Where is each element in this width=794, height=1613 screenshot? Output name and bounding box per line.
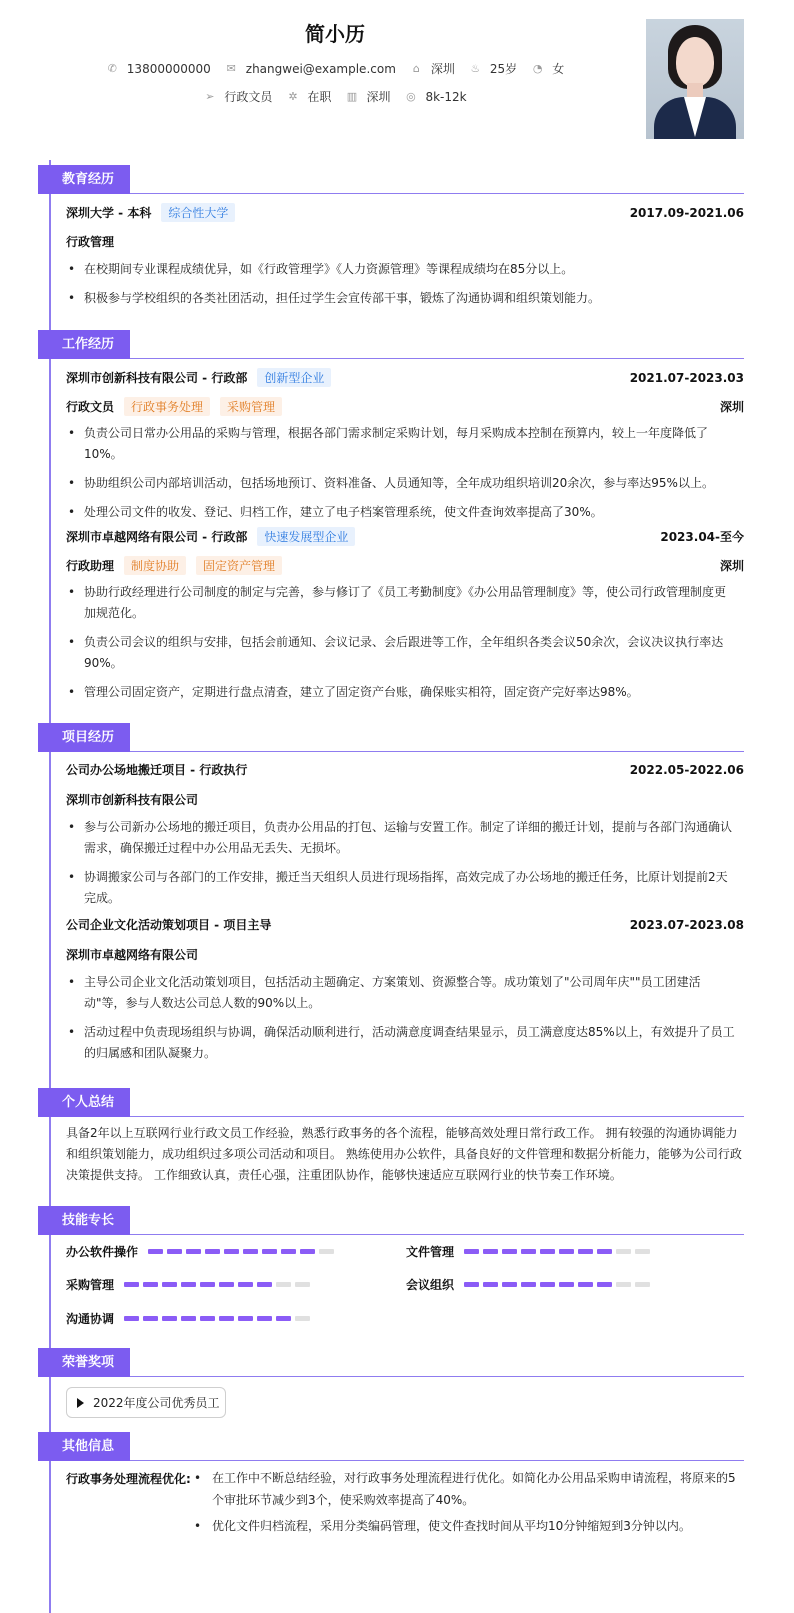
skill-segment: [257, 1282, 272, 1287]
role-name: 行政文员: [66, 400, 115, 414]
skill-segment: [219, 1316, 234, 1321]
skill-segment: [521, 1282, 536, 1287]
skill-segment: [502, 1282, 517, 1287]
status-text: 在职: [307, 90, 332, 104]
salary-item: [404, 90, 466, 104]
skill-segment: [578, 1249, 593, 1254]
role-tag: 采购管理: [220, 397, 282, 416]
skill-item: [66, 1310, 314, 1327]
project-header-row: [66, 916, 744, 933]
major-name: 行政管理: [66, 235, 115, 249]
project-company: 深圳市创新科技有限公司: [66, 793, 199, 807]
job-text: 行政文员: [224, 90, 273, 104]
skill-segment: [200, 1282, 215, 1287]
skill-segment: [295, 1282, 310, 1287]
section-divider: [49, 1376, 744, 1377]
skill-name: 办公软件操作: [66, 1245, 139, 1259]
send-icon: ➢: [205, 90, 215, 103]
skill-item: [66, 1276, 314, 1293]
role-name: 行政助理: [66, 559, 115, 573]
skill-item: [406, 1243, 654, 1260]
list-item: • 负责公司日常办公用品的采购与管理，根据各部门需求制定采购计划，每月采购成本控制在预算内，较上一年度降低了10%。: [66, 423, 736, 465]
age-item: [469, 60, 517, 77]
skill-segment: [464, 1282, 479, 1287]
section-title-education: 教育经历: [38, 165, 130, 194]
salary-text: 8k-12k: [425, 89, 467, 104]
list-item: • 处理公司文件的收发、登记、归档工作，建立了电子档案管理系统，使文件查询效率提高了30%。: [66, 502, 736, 523]
section-title-work: 工作经历: [38, 330, 130, 359]
work-city: 深圳: [719, 400, 744, 414]
skill-segment: [483, 1282, 498, 1287]
section-divider: [49, 193, 744, 194]
triangle-right-icon: [77, 1398, 84, 1408]
resume-header: [0, 0, 794, 150]
job-intent-row: [0, 88, 670, 105]
skill-segment: [635, 1282, 650, 1287]
skill-name: 沟通协调: [66, 1312, 115, 1326]
section-divider: [49, 751, 744, 752]
work-bullets: [66, 423, 736, 531]
skill-segment: [597, 1249, 612, 1254]
project-bullets: [66, 817, 736, 917]
section-divider: [49, 1234, 744, 1235]
skill-name: 采购管理: [66, 1278, 115, 1292]
skill-segment: [559, 1249, 574, 1254]
work-header-row: [66, 368, 744, 387]
skill-segment: [124, 1316, 139, 1321]
skill-segment: [635, 1249, 650, 1254]
list-item: • 优化文件归档流程，采用分类编码管理，使文件查找时间从平均10分钟缩短到3分钟以内。: [190, 1515, 736, 1537]
skill-item: [406, 1276, 654, 1293]
skill-bar: [464, 1249, 654, 1254]
work-header-row: [66, 527, 744, 546]
list-item: • 协助组织公司内部培训活动，包括场地预订、资料准备、人员通知等，全年成功组织培训20余次，参与率达95%以上。: [66, 473, 736, 494]
gender-icon: ◔: [532, 62, 543, 75]
cake-icon: ♨: [470, 62, 481, 75]
profile-photo: [646, 19, 744, 139]
skill-segment: [143, 1282, 158, 1287]
list-item: • 协助行政经理进行公司制度的制定与完善，参与修订了《员工考勤制度》《办公用品管理制度》等，使公司行政管理制度更加规范化。: [66, 582, 736, 624]
list-item: • 协调搬家公司与各部门的工作安排，搬迁当天组织人员进行现场指挥，高效完成了办公场地的搬迁任务，比原计划提前2天完成。: [66, 867, 736, 909]
skill-bar: [124, 1282, 314, 1287]
skill-segment: [205, 1249, 220, 1254]
skill-segment: [143, 1316, 158, 1321]
skill-segment: [181, 1316, 196, 1321]
education-bullets: [66, 259, 736, 317]
skill-segment: [262, 1249, 277, 1254]
list-item: • 在校期间专业课程成绩优异，如《行政管理学》《人力资源管理》等课程成绩均在85分以上。: [66, 259, 736, 280]
award-text: 2022年度公司优秀员工: [93, 1396, 220, 1410]
skill-segment: [200, 1316, 215, 1321]
project-company-row: [66, 946, 744, 963]
skill-name: 会议组织: [406, 1278, 455, 1292]
education-header-row: [66, 203, 744, 222]
mail-icon: ✉: [226, 62, 236, 75]
skill-bar: [148, 1249, 338, 1254]
list-item: • 活动过程中负责现场组织与协调，确保活动顺利进行，活动满意度调查结果显示，员工满意度达85%以上，有效提升了员工的归属感和团队凝聚力。: [66, 1022, 736, 1064]
skill-segment: [319, 1249, 334, 1254]
section-title-skills: 技能专长: [38, 1206, 130, 1235]
email-item: [225, 62, 396, 76]
skill-segment: [521, 1249, 536, 1254]
status-item: [286, 88, 331, 105]
home-icon: ⌂: [412, 62, 420, 75]
skill-segment: [502, 1249, 517, 1254]
other-bullets: [190, 1467, 736, 1541]
project-bullets: [66, 972, 736, 1072]
summary-text: 具备2年以上互联网行业行政文员工作经验，熟悉行政事务的各个流程，能够高效处理日常行政工作。 拥有较强的沟通协调能力和组织策划能力，成功组织过多项公司活动和项目。 熟练使用办公软件，具备良好的文件管理和数据分析能力，能够为公司行政决策提供支持。 工作细致认真，责任心强，注重团队协作，能够快速适应互联网行业的快节奏工作环境。: [66, 1126, 742, 1182]
skill-segment: [257, 1316, 272, 1321]
school-tag: 综合性大学: [161, 203, 235, 222]
list-item: • 积极参与学校组织的各类社团活动，担任过学生会宣传部干事，锻炼了沟通协调和组织策划能力。: [66, 288, 736, 309]
work-role-row: [66, 556, 744, 575]
section-divider: [49, 1116, 744, 1117]
section-divider: [49, 1460, 744, 1461]
skill-segment: [276, 1316, 291, 1321]
skill-name: 文件管理: [406, 1245, 455, 1259]
skill-segment: [464, 1249, 479, 1254]
project-company-row: [66, 791, 744, 808]
skill-segment: [540, 1249, 555, 1254]
list-item: • 管理公司固定资产，定期进行盘点清查，建立了固定资产台账，确保账实相符，固定资产完好率达98%。: [66, 682, 736, 703]
skill-segment: [559, 1282, 574, 1287]
project-title: 公司办公场地搬迁项目 - 行政执行: [66, 763, 248, 777]
building-icon: ▥: [346, 90, 358, 103]
coin-icon: ◎: [406, 90, 416, 103]
skill-item: [66, 1243, 338, 1260]
timeline-line: [49, 160, 51, 1613]
other-label: 行政事务处理流程优化:: [66, 1472, 191, 1486]
list-item: • 在工作中不断总结经验，对行政事务处理流程进行优化。如简化办公用品采购申请流程，将原来的5个审批环节减少到3个，使采购效率提高了40%。: [190, 1467, 736, 1511]
skill-segment: [300, 1249, 315, 1254]
work-date: 2021.07-2023.03: [629, 370, 744, 385]
role-tag: 固定资产管理: [196, 556, 282, 575]
skill-segment: [148, 1249, 163, 1254]
project-header-row: [66, 761, 744, 778]
work-date: 2023.04-至今: [660, 530, 744, 544]
skill-segment: [238, 1282, 253, 1287]
work-bullets: [66, 582, 736, 711]
skill-segment: [616, 1282, 631, 1287]
section-title-honors: 荣誉奖项: [38, 1348, 130, 1377]
job-item: [203, 88, 272, 105]
list-item: • 主导公司企业文化活动策划项目，包括活动主题确定、方案策划、资源整合等。成功策划了"公司周年庆""员工团建活动"等，参与人数达公司总人数的90%以上。: [66, 972, 736, 1014]
work-city: 深圳: [719, 559, 744, 573]
skill-segment: [616, 1249, 631, 1254]
phone-text: 13800000000: [126, 61, 211, 76]
gear-icon: ✲: [288, 90, 298, 103]
section-title-summary: 个人总结: [38, 1088, 130, 1117]
skill-bar: [464, 1282, 654, 1287]
gender-item: [531, 60, 564, 77]
company-tag: 创新型企业: [257, 368, 331, 387]
award-item: [66, 1387, 226, 1418]
phone-icon: ✆: [107, 62, 117, 75]
section-divider: [49, 358, 744, 359]
skill-segment: [167, 1249, 182, 1254]
skill-segment: [578, 1282, 593, 1287]
skill-segment: [483, 1249, 498, 1254]
section-title-project: 项目经历: [38, 723, 130, 752]
gender-text: 女: [552, 62, 565, 76]
skill-segment: [243, 1249, 258, 1254]
skill-segment: [224, 1249, 239, 1254]
company-name: 深圳市创新科技有限公司 - 行政部: [66, 371, 248, 385]
skill-segment: [162, 1316, 177, 1321]
skill-segment: [295, 1316, 310, 1321]
section-title-other: 其他信息: [38, 1432, 130, 1461]
education-date: 2017.09-2021.06: [629, 205, 744, 220]
phone-item: [106, 62, 211, 76]
age-text: 25岁: [489, 62, 518, 76]
city-text: 深圳: [430, 62, 455, 76]
role-tag: 制度协助: [124, 556, 186, 575]
email-text: zhangwei@example.com: [245, 61, 396, 76]
skill-segment: [238, 1316, 253, 1321]
school-name: 深圳大学 - 本科: [66, 206, 152, 220]
work-role-row: [66, 397, 744, 416]
list-item: • 参与公司新办公场地的搬迁项目，负责办公用品的打包、运输与安置工作。制定了详细的搬迁计划，提前与各部门沟通确认需求，确保搬迁过程中办公用品无丢失、无损坏。: [66, 817, 736, 859]
target-city-item: [345, 88, 390, 105]
skill-segment: [181, 1282, 196, 1287]
project-date: 2023.07-2023.08: [629, 917, 744, 932]
contact-row: [0, 60, 670, 77]
target-city-text: 深圳: [366, 90, 391, 104]
skill-segment: [276, 1282, 291, 1287]
project-company: 深圳市卓越网络有限公司: [66, 948, 199, 962]
list-item: • 负责公司会议的组织与安排，包括会前通知、会议记录、会后跟进等工作，全年组织各类会议50余次，会议决议执行率达90%。: [66, 632, 736, 674]
company-tag: 快速发展型企业: [257, 527, 355, 546]
city-item: [410, 60, 455, 77]
skill-segment: [281, 1249, 296, 1254]
skill-segment: [124, 1282, 139, 1287]
project-title: 公司企业文化活动策划项目 - 项目主导: [66, 918, 272, 932]
candidate-name: 简小历: [305, 22, 365, 46]
skill-segment: [186, 1249, 201, 1254]
project-date: 2022.05-2022.06: [629, 762, 744, 777]
skill-segment: [540, 1282, 555, 1287]
skill-bar: [124, 1316, 314, 1321]
skill-segment: [219, 1282, 234, 1287]
skill-segment: [597, 1282, 612, 1287]
role-tag: 行政事务处理: [124, 397, 210, 416]
skill-segment: [162, 1282, 177, 1287]
major-row: [66, 233, 744, 250]
company-name: 深圳市卓越网络有限公司 - 行政部: [66, 530, 248, 544]
